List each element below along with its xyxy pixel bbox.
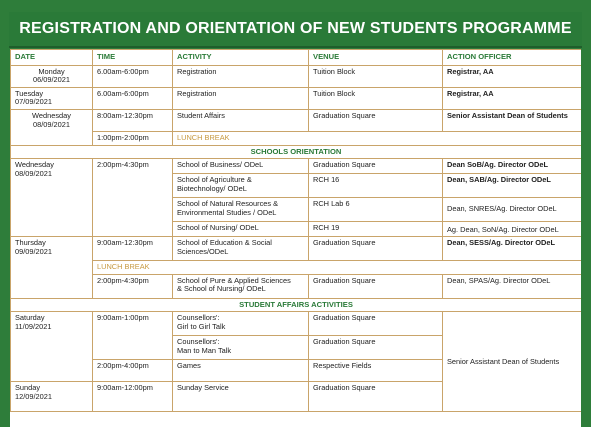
date-cell: Monday 06/09/2021 — [11, 65, 93, 87]
table-row — [11, 274, 582, 298]
header-venue: VENUE — [309, 50, 443, 66]
lunch-break-label: LUNCH BREAK — [173, 131, 582, 145]
officer-cell: Dean, SESS/Ag. Director ODeL — [443, 237, 582, 261]
section-row — [11, 298, 582, 312]
venue-cell: Graduation Square — [309, 109, 443, 131]
activity-cell: School of Business/ ODeL — [173, 159, 309, 174]
activity-cell: School of Pure & Applied Sciences & School of Nursing/ ODeL — [173, 274, 309, 298]
venue-cell: Graduation Square — [309, 237, 443, 261]
section-row — [11, 145, 582, 159]
header-date: DATE — [11, 50, 93, 66]
activity-cell: School of Nursing/ ODeL — [173, 222, 309, 237]
activity-cell: Student Affairs — [173, 109, 309, 131]
venue-cell: RCH Lab 6 — [309, 198, 443, 222]
venue-cell: Graduation Square — [309, 336, 443, 360]
time-cell: 2:00pm-4:30pm — [93, 274, 173, 298]
activity-cell: Counsellors': Girl to Girl Talk — [173, 312, 309, 336]
table-row — [11, 312, 582, 336]
section-heading-student-affairs: STUDENT AFFAIRS ACTIVITIES — [11, 298, 582, 312]
table-row — [11, 65, 582, 87]
time-cell: 6.00am-6:00pm — [93, 87, 173, 109]
venue-cell: RCH 19 — [309, 222, 443, 237]
activity-cell: Registration — [173, 87, 309, 109]
officer-cell: Dean SoB/Ag. Director ODeL — [443, 159, 582, 174]
officer-cell: Dean, SNRES/Ag. Director ODeL — [443, 198, 582, 222]
section-heading-schools: SCHOOLS ORIENTATION — [11, 145, 582, 159]
header-row — [11, 50, 582, 66]
date-cell: Tuesday 07/09/2021 — [11, 87, 93, 109]
activity-cell: School of Agriculture & Biotechnology/ ODeL — [173, 174, 309, 198]
table-row — [11, 109, 582, 131]
header-activity: ACTIVITY — [173, 50, 309, 66]
time-cell: 2:00pm-4:30pm — [93, 159, 173, 237]
schedule-sheet — [10, 49, 581, 427]
officer-cell: Dean, SPAS/Ag. Director ODeL — [443, 274, 582, 298]
time-cell: 9:00am-1:00pm — [93, 312, 173, 360]
time-cell: 9:00am-12:00pm — [93, 382, 173, 412]
schedule-table — [10, 49, 581, 412]
date-cell: Wednesday 08/09/2021 — [11, 159, 93, 237]
activity-cell: School of Natural Resources & Environmental Studies / ODeL — [173, 198, 309, 222]
table-row — [11, 261, 582, 275]
officer-cell: Registrar, AA — [443, 65, 582, 87]
venue-cell: Graduation Square — [309, 159, 443, 174]
officer-cell: Registrar, AA — [443, 87, 582, 109]
venue-cell: Graduation Square — [309, 382, 443, 412]
header-time: TIME — [93, 50, 173, 66]
venue-cell: Graduation Square — [309, 274, 443, 298]
officer-cell: Senior Assistant Dean of Students — [443, 109, 582, 131]
activity-cell: Games — [173, 360, 309, 382]
page-title: REGISTRATION AND ORIENTATION OF NEW STUDENTS PROGRAMME — [9, 12, 582, 48]
table-row — [11, 87, 582, 109]
table-row — [11, 131, 582, 145]
table-row — [11, 159, 582, 174]
header-action-officer: ACTION OFFICER — [443, 50, 582, 66]
officer-cell: Senior Assistant Dean of Students — [443, 312, 582, 412]
time-cell: 9:00am-12:30pm — [93, 237, 173, 261]
date-cell: Thursday 09/09/2021 — [11, 237, 93, 299]
venue-cell: RCH 16 — [309, 174, 443, 198]
table-row — [11, 237, 582, 261]
time-cell: 6.00am-6:00pm — [93, 65, 173, 87]
officer-cell: Dean, SAB/Ag. Director ODeL — [443, 174, 582, 198]
date-cell: Saturday 11/09/2021 — [11, 312, 93, 382]
activity-cell: Sunday Service — [173, 382, 309, 412]
time-cell: 2:00pm-4:00pm — [93, 360, 173, 382]
venue-cell: Respective Fields — [309, 360, 443, 382]
time-cell: 1:00pm-2:00pm — [93, 131, 173, 145]
officer-cell: Ag. Dean, SoN/Ag. Director ODeL — [443, 222, 582, 237]
activity-cell: School of Education & Social Sciences/ODeL — [173, 237, 309, 261]
date-cell: Sunday 12/09/2021 — [11, 382, 93, 412]
lunch-break-label: LUNCH BREAK — [93, 261, 582, 275]
venue-cell: Tuition Block — [309, 65, 443, 87]
time-cell: 8:00am-12:30pm — [93, 109, 173, 131]
venue-cell: Graduation Square — [309, 312, 443, 336]
activity-cell: Counsellors': Man to Man Talk — [173, 336, 309, 360]
date-cell: Wednesday 08/09/2021 — [11, 109, 93, 145]
venue-cell: Tuition Block — [309, 87, 443, 109]
activity-cell: Registration — [173, 65, 309, 87]
